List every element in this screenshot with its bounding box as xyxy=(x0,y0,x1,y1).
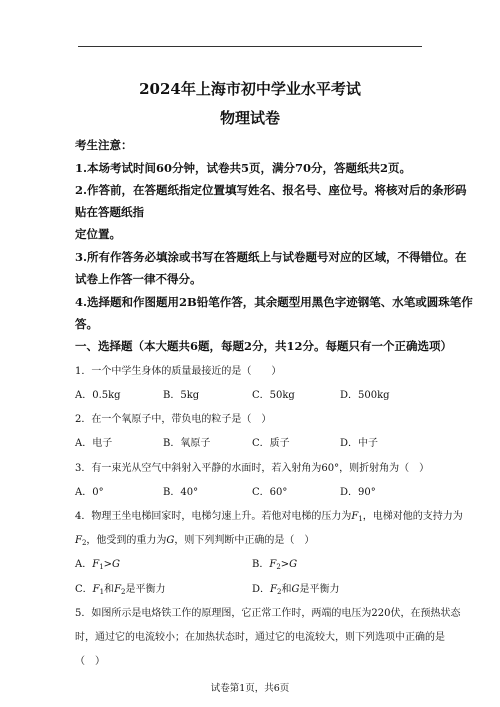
section-heading: 一、选择题（本大题共6题，每题2分，共12分。每题只有一个正确选项） xyxy=(75,339,453,353)
notice-item-1: 1.本场考试时间60分钟，试卷共5页，满分70分，答题纸共2页。 xyxy=(75,161,412,175)
q3-stem: 3．有一束光从空气中斜射入平静的水面时，若入射角为60°，则折射角为（ ） xyxy=(75,463,430,474)
notice-item-2: 2.作答前，在答题纸指定位置填写姓名、报名号、座位号。将核对后的条形码 xyxy=(75,183,467,197)
q4-option-d: D．$F_2$和G是平衡力 xyxy=(252,584,340,596)
exam-title: 2024年上海市初中学业水平考试 xyxy=(139,80,361,98)
q4-stem-line1: 4．物理王坐电梯回家时，电梯匀速上升。若他对电梯的压力为$F_1$，电梯对他的支持力为 xyxy=(75,511,463,523)
q2-option-c: C．质子 xyxy=(252,438,290,449)
q2-option-d: D．中子 xyxy=(340,438,379,449)
notice-item-4: 4.选择题和作图题用2B铅笔作答，其余题型用黑色字迹钢笔、水笔或圆珠笔作 xyxy=(75,295,473,309)
q2-stem: 2．在一个氧原子中，带负电的粒子是（ ） xyxy=(75,414,272,425)
notice-item-4-cont: 答。 xyxy=(75,317,98,331)
q1-option-b: B．5kg xyxy=(163,390,200,401)
notice-heading: 考生注意： xyxy=(75,138,133,152)
page-footer: 试卷第1页，共6页 xyxy=(210,683,290,694)
q3-option-a: A．0° xyxy=(75,487,104,498)
notice-item-2-end: 定位置。 xyxy=(75,227,121,241)
q2-option-a: A．电子 xyxy=(75,438,113,449)
notice-item-2-cont: 贴在答题纸指 xyxy=(75,205,144,219)
q5-stem-line3: （ ） xyxy=(75,656,105,667)
q4-stem-line2: $F_2$，他受到的重力为G，则下列判断中正确的是（ ） xyxy=(75,535,315,547)
header-rule xyxy=(78,46,422,47)
q1-stem: 1．一个中学生身体的质量最接近的是（ ） xyxy=(75,366,282,377)
q3-option-d: D．90° xyxy=(340,487,376,498)
q1-option-c: C．50kg xyxy=(252,390,295,401)
q4-option-c: C．$F_1$和$F_2$是平衡力 xyxy=(75,584,166,596)
q1-option-d: D．500kg xyxy=(340,390,390,401)
q5-stem-line1: 5．如图所示是电烙铁工作的原理图，它正常工作时，两端的电压为220伏，在预热状态 xyxy=(75,608,461,619)
q1-option-a: A．0.5kg xyxy=(75,390,121,401)
q3-option-c: C．60° xyxy=(252,487,288,498)
notice-item-3: 3.所有作答务必填涂或书写在答题纸上与试卷题号对应的区域，不得错位。在 xyxy=(75,250,467,264)
q5-stem-line2: 时，通过它的电流较小；在加热状态时，通过它的电流较大，则下列选项中正确的是 xyxy=(75,632,445,643)
q2-option-b: B．氧原子 xyxy=(163,438,211,449)
q3-option-b: B．40° xyxy=(163,487,199,498)
q4-option-b: B．$F_2>G$ xyxy=(252,559,298,571)
notice-item-3-cont: 试卷上作答一律不得分。 xyxy=(75,272,202,286)
exam-subtitle: 物理试卷 xyxy=(219,109,280,127)
q4-option-a: A．$F_1>G$ xyxy=(75,559,121,571)
